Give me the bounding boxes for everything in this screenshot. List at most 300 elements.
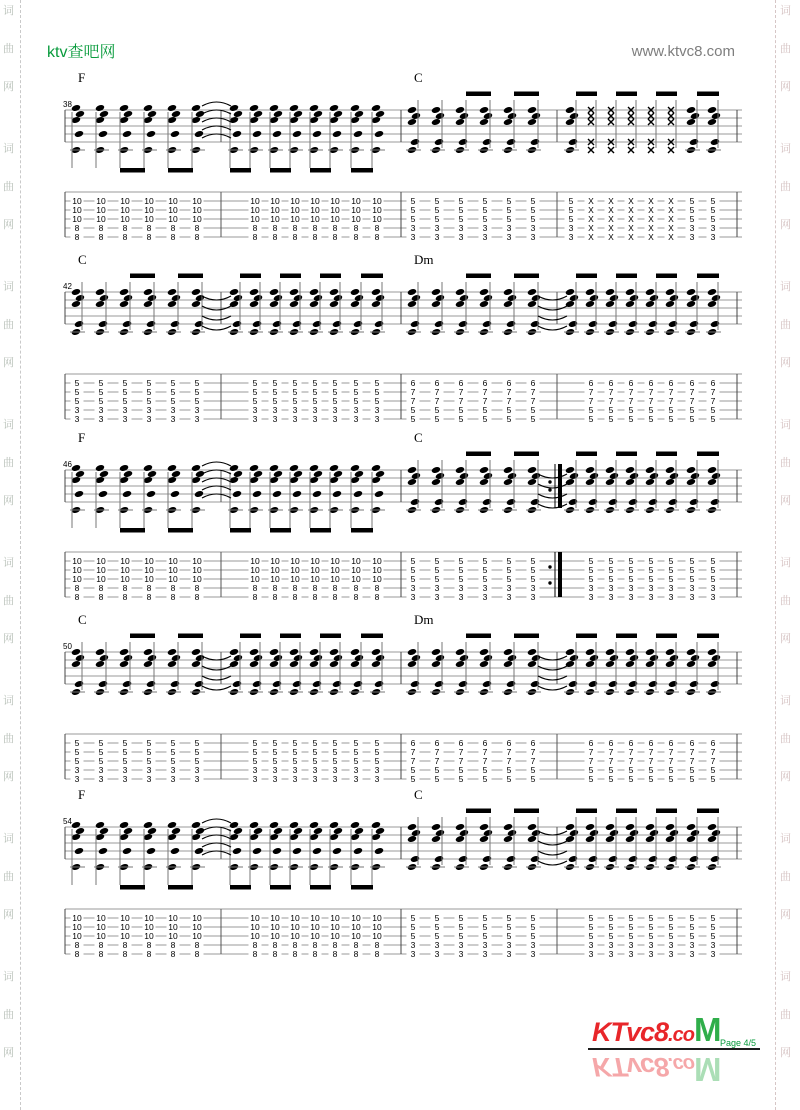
tab-fret-number: 5 [252,396,258,406]
tab-fret-number: 7 [628,387,634,397]
tab-fret-number: 8 [353,940,359,950]
tab-fret-number: 10 [250,205,260,215]
tab-fret-number: X [648,223,654,233]
tab-fret-number: 5 [710,931,716,941]
tab-fret-number: 6 [710,738,716,748]
watermark-char: 网 [3,771,14,783]
tab-fret-number: 5 [628,765,634,775]
left-margin-divider [20,0,21,1110]
tab-fret-number: 5 [530,574,536,584]
tab-fret-number: 5 [312,387,318,397]
tab-fret-number: 3 [648,592,654,602]
tab-fret-number: 5 [146,387,152,397]
tab-fret-number: X [648,205,654,215]
tab-fret-number: 5 [98,738,104,748]
tab-fret-number: 6 [588,378,594,388]
tab-fret-number: 5 [170,396,176,406]
tab-fret-number: 5 [410,774,416,784]
watermark-char: 网 [3,633,14,645]
tab-fret-number: 10 [270,205,280,215]
tab-fret-number: 8 [312,949,318,959]
tab-fret-number: 8 [146,232,152,242]
tab-fret-number: X [648,196,654,206]
tab-fret-number: 5 [506,922,512,932]
tie-arc [538,316,567,320]
tab-fret-number: X [668,232,674,242]
tab-fret-number: 10 [351,922,361,932]
chord-label: C [78,252,87,267]
tab-fret-number: 10 [168,196,178,206]
tab-fret-number: 7 [530,396,536,406]
tab-fret-number: 3 [194,414,200,424]
tab-fret-number: 5 [458,196,464,206]
tab-fret-number: 10 [372,931,382,941]
tab-fret-number: 7 [648,396,654,406]
site-name[interactable]: ktv查吧网 [47,44,116,61]
tie-arc [538,861,567,865]
tab-fret-number: X [588,205,594,215]
tab-fret-number: 5 [434,922,440,932]
tab-fret-number: 5 [122,747,128,757]
tab-fret-number: 3 [458,940,464,950]
tab-fret-number: 10 [310,922,320,932]
tab-fret-number: 10 [96,556,106,566]
tab-fret-number: 5 [434,765,440,775]
tab-fret-number: 10 [72,931,82,941]
watermark-char: 网 [3,495,14,507]
tab-fret-number: 5 [668,922,674,932]
tab-fret-number: 5 [530,565,536,575]
tab-fret-number: 10 [290,196,300,206]
tab-fret-number: 5 [122,378,128,388]
tab-fret-number: 5 [506,556,512,566]
tab-fret-number: 5 [482,774,488,784]
tab-fret-number: 10 [250,574,260,584]
tab-fret-number: X [668,223,674,233]
tab-fret-number: 3 [568,232,574,242]
tab-fret-number: 5 [332,756,338,766]
tie-arc [202,470,231,474]
tab-fret-number: 5 [410,565,416,575]
tab-fret-number: 5 [710,205,716,215]
chord-label: C [414,70,423,85]
tab-fret-number: 5 [648,565,654,575]
tab-fret-number: 5 [98,378,104,388]
tab-fret-number: 3 [272,414,278,424]
watermark-char: 网 [780,357,791,369]
tab-fret-number: 5 [482,565,488,575]
tab-fret-number: 5 [668,931,674,941]
tab-fret-number: 7 [530,387,536,397]
watermark-char: 曲 [3,733,14,745]
tab-fret-number: 5 [482,214,488,224]
tab-fret-number: 5 [353,387,359,397]
tab-fret-number: 5 [272,756,278,766]
tab-fret-number: 3 [588,949,594,959]
tab-fret-number: 3 [482,940,488,950]
tab-fret-number: 10 [351,565,361,575]
tab-fret-number: 5 [458,556,464,566]
tab-fret-number: 8 [170,583,176,593]
logo-co: .co [668,1024,694,1046]
tab-fret-number: 10 [120,913,130,923]
tab-fret-number: 10 [250,565,260,575]
tab-fret-number: 8 [353,583,359,593]
tab-fret-number: 5 [434,574,440,584]
tab-fret-number: 5 [332,396,338,406]
measure-number: 46 [63,460,72,469]
tab-fret-number: 10 [290,556,300,566]
tab-fret-number: 5 [434,565,440,575]
tab-fret-number: 8 [122,592,128,602]
tab-fret-number: 6 [506,378,512,388]
tab-fret-number: 10 [372,205,382,215]
tab-fret-number: 5 [628,556,634,566]
tab-fret-number: 8 [252,940,258,950]
tie-arc [538,296,567,300]
tie-arc [202,102,231,106]
tab-fret-number: 8 [272,223,278,233]
tab-fret-number: 8 [98,223,104,233]
tab-fret-number: 3 [252,405,258,415]
tab-fret-number: 5 [608,556,614,566]
tab-fret-number: 3 [98,414,104,424]
tab-fret-number: 5 [710,196,716,206]
tab-fret-number: 5 [668,414,674,424]
tab-fret-number: 8 [312,223,318,233]
tab-fret-number: 5 [458,913,464,923]
tab-fret-number: 3 [252,765,258,775]
site-url[interactable]: www.ktvc8.com [631,43,735,60]
tab-fret-number: 6 [628,738,634,748]
logo-ktvc8: KTvc8 [592,1017,669,1047]
tab-fret-number: 5 [74,396,80,406]
watermark-char: 网 [3,219,14,231]
tab-fret-number: 3 [353,774,359,784]
tab-fret-number: 5 [292,738,298,748]
tab-fret-number: 8 [122,223,128,233]
tab-fret-number: 10 [270,574,280,584]
watermark-char: 词 [780,971,791,983]
tab-fret-number: 3 [353,765,359,775]
tab-fret-number: 3 [710,592,716,602]
tab-fret-number: 5 [628,913,634,923]
chord-label: Dm [414,612,434,627]
tab-fret-number: 5 [122,738,128,748]
tab-fret-number: 8 [353,592,359,602]
tab-fret-number: 5 [482,414,488,424]
tab-fret-number: 5 [74,747,80,757]
tab-fret-number: 5 [668,556,674,566]
tab-fret-number: 5 [628,574,634,584]
tab-fret-number: 6 [668,738,674,748]
tab-fret-number: 3 [292,405,298,415]
tab-fret-number: 3 [374,774,380,784]
tab-fret-number: 5 [410,196,416,206]
tab-fret-number: X [628,196,634,206]
tab-fret-number: 10 [120,565,130,575]
tab-fret-number: 10 [72,556,82,566]
tab-fret-number: 5 [170,738,176,748]
tab-fret-number: 6 [434,738,440,748]
tab-fret-number: 10 [270,556,280,566]
chord-label: C [414,787,423,802]
tab-fret-number: 5 [374,378,380,388]
tab-fret-number: 5 [353,756,359,766]
measure-number: 38 [63,100,72,109]
tab-fret-number: 5 [98,756,104,766]
music-system-38 [60,66,746,257]
tab-fret-number: 5 [608,931,614,941]
page-number: Page 4/5 [719,1038,756,1048]
watermark-char: 曲 [3,181,14,193]
tab-fret-number: 10 [72,574,82,584]
tab-fret-number: 10 [310,931,320,941]
tab-fret-number: 10 [250,931,260,941]
tab-fret-number: 5 [506,565,512,575]
tab-fret-number: 6 [648,738,654,748]
tab-fret-number: 3 [608,949,614,959]
tab-fret-number: 5 [122,396,128,406]
tab-fret-number: 3 [272,765,278,775]
tab-fret-number: 10 [72,196,82,206]
footer-logo[interactable] [592,1012,758,1088]
tab-fret-number: 3 [506,232,512,242]
watermark-char: 网 [3,81,14,93]
tab-fret-number: 5 [252,756,258,766]
tab-fret-number: 8 [170,592,176,602]
tab-fret-number: 10 [372,556,382,566]
tab-fret-number: 5 [482,556,488,566]
tab-fret-number: 5 [530,205,536,215]
tab-fret-number: 3 [710,940,716,950]
tab-fret-number: 8 [74,583,80,593]
tab-fret-number: 5 [689,196,695,206]
tab-fret-number: 5 [689,913,695,923]
tab-fret-number: 3 [530,583,536,593]
tab-fret-number: 7 [628,756,634,766]
tab-fret-number: 7 [482,756,488,766]
tab-fret-number: 5 [194,747,200,757]
tab-fret-number: 8 [98,232,104,242]
tie-arc [202,296,231,300]
tab-fret-number: 5 [530,922,536,932]
tab-fret-number: 3 [689,583,695,593]
tab-fret-number: 7 [710,387,716,397]
tab-fret-number: 5 [689,556,695,566]
tab-fret-number: 5 [458,931,464,941]
tab-fret-number: 5 [628,931,634,941]
tab-fret-number: 3 [252,774,258,784]
tab-fret-number: 3 [648,940,654,950]
tab-fret-number: 10 [310,214,320,224]
tab-fret-number: 8 [252,223,258,233]
tab-fret-number: X [648,232,654,242]
tab-fret-number: 5 [608,405,614,415]
tab-fret-number: 5 [506,405,512,415]
tab-fret-number: 10 [372,196,382,206]
tab-fret-number: 10 [330,922,340,932]
tab-fret-number: 5 [272,396,278,406]
tab-fret-number: 5 [98,387,104,397]
tab-fret-number: 3 [122,405,128,415]
watermark-char: 曲 [780,43,791,55]
tab-fret-number: 5 [272,387,278,397]
tab-fret-number: 7 [710,756,716,766]
tab-fret-number: 10 [192,565,202,575]
tab-fret-number: 10 [351,574,361,584]
tab-fret-number: 10 [168,205,178,215]
tab-fret-number: 8 [292,583,298,593]
tab-fret-number: 10 [290,931,300,941]
tab-fret-number: 3 [689,592,695,602]
tab-fret-number: 5 [648,913,654,923]
tab-fret-number: 7 [434,747,440,757]
tab-fret-number: 10 [310,913,320,923]
tab-fret-number: 10 [144,205,154,215]
tab-fret-number: 10 [310,556,320,566]
tab-fret-number: 8 [272,940,278,950]
tab-fret-number: 5 [608,774,614,784]
tab-fret-number: 5 [374,738,380,748]
tab-fret-number: 3 [122,765,128,775]
tab-fret-number: 3 [146,414,152,424]
tab-fret-number: 7 [530,747,536,757]
repeat-dot [548,565,551,568]
tab-fret-number: 3 [410,940,416,950]
tab-fret-number: 5 [648,922,654,932]
tab-fret-number: 10 [290,574,300,584]
tab-fret-number: 3 [648,949,654,959]
watermark-char: 曲 [780,871,791,883]
tab-fret-number: 5 [74,387,80,397]
tab-fret-number: 5 [506,414,512,424]
tab-fret-number: 3 [648,583,654,593]
tie-arc [202,126,231,130]
tie-arc [202,851,231,855]
tab-fret-number: 5 [482,913,488,923]
tab-fret-number: 8 [194,949,200,959]
tab-fret-number: 5 [710,765,716,775]
tab-fret-number: 6 [648,378,654,388]
tab-fret-number: X [628,223,634,233]
tab-fret-number: 8 [98,583,104,593]
tab-fret-number: 3 [122,414,128,424]
tab-fret-number: 5 [410,214,416,224]
watermark-char: 词 [780,143,791,155]
tab-fret-number: X [588,232,594,242]
watermark-char: 网 [780,771,791,783]
tab-fret-number: 3 [194,774,200,784]
tab-fret-number: 3 [434,223,440,233]
tab-fret-number: 3 [668,940,674,950]
watermark-char: 词 [780,419,791,431]
system-50-svg [60,608,746,794]
tab-fret-number: 7 [628,747,634,757]
tab-fret-number: 7 [410,396,416,406]
tab-fret-number: 10 [330,196,340,206]
watermark-char: 词 [3,557,14,569]
tab-fret-number: 10 [310,196,320,206]
tab-fret-number: 3 [194,765,200,775]
tab-fret-number: 5 [568,214,574,224]
tab-fret-number: 5 [506,774,512,784]
tab-fret-number: 5 [628,565,634,575]
tab-fret-number: 5 [410,922,416,932]
tab-fret-number: 10 [192,556,202,566]
watermark-char: 曲 [3,43,14,55]
tab-fret-number: 3 [482,592,488,602]
tab-fret-number: 5 [292,396,298,406]
tie-arc [538,686,567,690]
tab-fret-number: 10 [290,913,300,923]
tab-fret-number: 3 [434,592,440,602]
tab-fret-number: 3 [458,232,464,242]
chord-label: Dm [414,252,434,267]
tab-fret-number: 5 [410,574,416,584]
tab-fret-number: 5 [332,747,338,757]
tab-fret-number: 3 [332,774,338,784]
tab-fret-number: 3 [332,405,338,415]
tab-fret-number: 3 [506,940,512,950]
tab-fret-number: 5 [588,556,594,566]
tab-fret-number: 5 [530,556,536,566]
tab-fret-number: 5 [506,931,512,941]
tab-fret-number: 8 [374,583,380,593]
tab-fret-number: 8 [194,940,200,950]
tie-arc [202,486,231,490]
tab-fret-number: 10 [144,196,154,206]
tab-fret-number: 3 [482,232,488,242]
tab-fret-number: 5 [194,756,200,766]
tab-fret-number: 8 [170,223,176,233]
tab-fret-number: 5 [410,405,416,415]
tab-fret-number: 10 [192,214,202,224]
tab-fret-number: 5 [530,774,536,784]
tie-arc [202,326,231,330]
tab-fret-number: X [588,196,594,206]
watermark-char: 曲 [3,871,14,883]
tab-fret-number: 3 [588,583,594,593]
tab-fret-number: 5 [568,205,574,215]
tab-fret-number: 3 [353,405,359,415]
left-margin-watermark [3,0,19,1110]
tab-fret-number: 10 [144,574,154,584]
tab-fret-number: 5 [292,387,298,397]
tab-fret-number: 3 [74,765,80,775]
tab-fret-number: 10 [120,214,130,224]
tie-arc [202,462,231,466]
tab-fret-number: 10 [250,922,260,932]
tab-fret-number: 6 [458,738,464,748]
tab-fret-number: 5 [588,765,594,775]
tab-fret-number: 5 [482,405,488,415]
tab-fret-number: 3 [588,592,594,602]
right-margin-watermark [780,0,796,1110]
tab-fret-number: 3 [332,414,338,424]
tab-fret-number: 5 [374,396,380,406]
tab-fret-number: 10 [372,214,382,224]
tab-fret-number: 5 [458,922,464,932]
tab-fret-number: 5 [689,414,695,424]
tab-fret-number: 10 [96,565,106,575]
tab-fret-number: 5 [458,774,464,784]
tab-fret-number: 5 [482,574,488,584]
tab-fret-number: 5 [170,387,176,397]
tab-fret-number: 3 [530,592,536,602]
tab-fret-number: 10 [72,913,82,923]
tab-fret-number: 8 [332,949,338,959]
